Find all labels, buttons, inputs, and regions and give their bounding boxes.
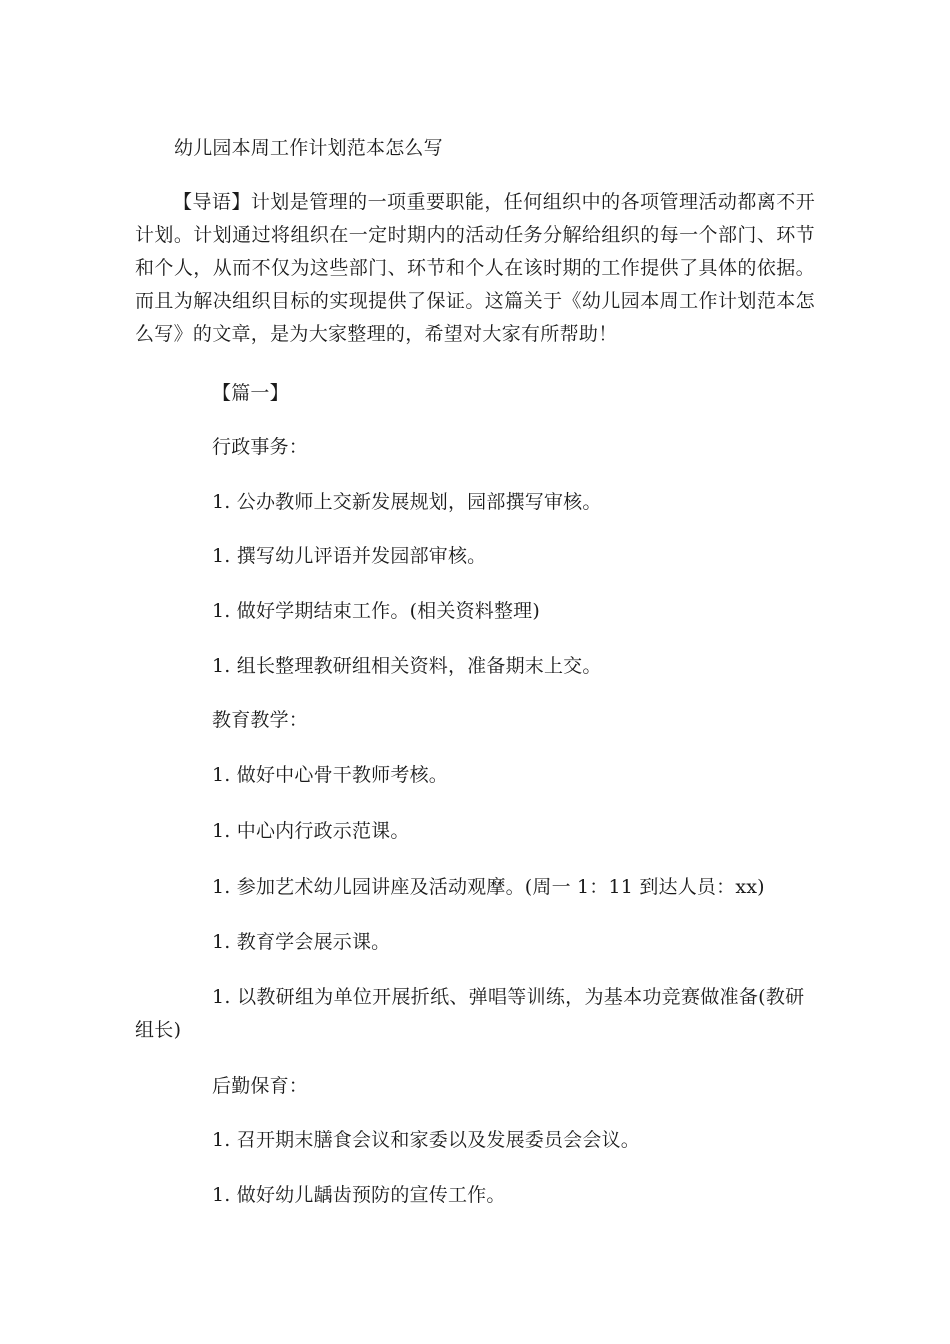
list-item: 1. 中心内行政示范课。 <box>212 820 410 842</box>
list-item: 1. 召开期末膳食会议和家委以及发展委员会会议。 <box>212 1129 640 1151</box>
list-item: 1. 以教研组为单位开展折纸、弹唱等训练，为基本功竞赛做准备(教研组长) <box>135 986 805 1041</box>
list-item: 1. 参加艺术幼儿园讲座及活动观摩。(周一 1：11 到达人员：xx) <box>212 876 765 898</box>
admin-heading: 行政事务： <box>212 436 309 458</box>
list-item: 1. 教育学会展示课。 <box>212 931 391 953</box>
teaching-heading: 教育教学： <box>212 709 309 731</box>
list-item: 1. 做好学期结束工作。(相关资料整理) <box>212 600 540 622</box>
list-item: 1. 组长整理教研组相关资料，准备期末上交。 <box>212 655 602 677</box>
logistics-heading: 后勤保育： <box>212 1075 309 1097</box>
document-title: 幼儿园本周工作计划范本怎么写 <box>174 137 443 159</box>
list-item: 1. 做好幼儿龋齿预防的宣传工作。 <box>212 1184 506 1206</box>
section-heading: 【篇一】 <box>212 382 289 404</box>
list-item: 1. 公办教师上交新发展规划，园部撰写审核。 <box>212 491 602 513</box>
list-item: 1. 撰写幼儿评语并发园部审核。 <box>212 545 487 567</box>
intro-paragraph: 【导语】计划是管理的一项重要职能，任何组织中的各项管理活动都离不开计划。计划通过将组织在一定时期内的活动任务分解给组织的每一个部门、环节和个人，从而不仅为这些部门、环节和个人在该时期的工作提供了具体的依据。而且为解决组织目标的实现提供了保证。这篇关于《幼儿园本周工作计划范本怎么写》的文章，是为大家整理的，希望对大家有所帮助！ <box>135 191 815 345</box>
list-item: 1. 做好中心骨干教师考核。 <box>212 764 448 786</box>
